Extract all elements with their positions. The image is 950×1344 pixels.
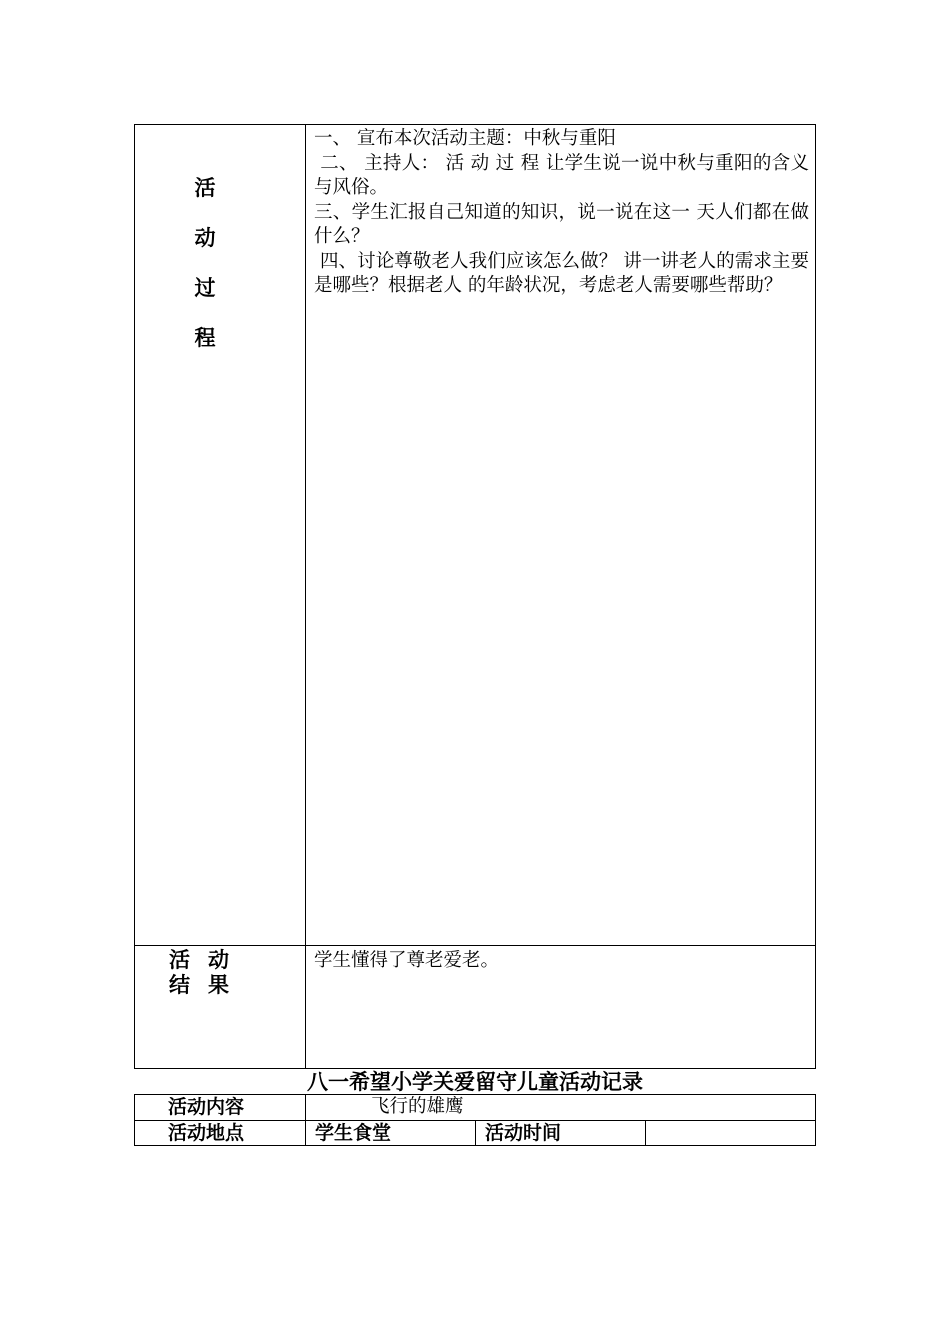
record-title: 八一希望小学关爱留守儿童活动记录 <box>307 1070 643 1094</box>
process-label-char: 程 <box>194 326 216 350</box>
process-step-4: 四、讨论尊敬老人我们应该怎么做？ 讲一讲老人的需求主要是哪些？根据老人 的年龄状况，考虑老人需要哪些帮助？ <box>314 250 809 296</box>
result-label-line: 结果 <box>169 973 247 997</box>
process-step-2: 二、 主持人： 活 动 过 程 让学生说一说中秋与重阳的含义与风俗。 <box>314 152 809 198</box>
column-divider <box>305 1095 306 1145</box>
activity-record-table <box>134 1094 816 1146</box>
process-label-char: 动 <box>194 226 216 250</box>
result-label-line: 活动 <box>169 948 247 972</box>
column-divider <box>645 1120 646 1146</box>
result-content: 学生懂得了尊老爱老。 <box>314 950 500 971</box>
column-divider <box>305 125 306 1068</box>
row-divider <box>135 945 815 946</box>
activity-process-table <box>134 124 816 1069</box>
process-label-char: 过 <box>194 276 216 300</box>
result-label <box>169 948 249 998</box>
process-content <box>314 127 809 299</box>
process-label <box>190 173 220 373</box>
column-divider <box>475 1120 476 1146</box>
location-value: 学生食堂 <box>315 1122 392 1144</box>
process-step-3: 三、学生汇报自己知道的知识，说一说在这一 天人们都在做什么？ <box>314 201 809 247</box>
process-label-char: 活 <box>194 176 216 200</box>
location-label: 活动地点 <box>168 1122 245 1144</box>
content-label: 活动内容 <box>168 1096 245 1118</box>
content-value: 飞行的雄鹰 <box>371 1096 464 1117</box>
process-step-1: 一、 宣布本次活动主题：中秋与重阳 <box>314 128 616 149</box>
time-label: 活动时间 <box>485 1122 562 1144</box>
